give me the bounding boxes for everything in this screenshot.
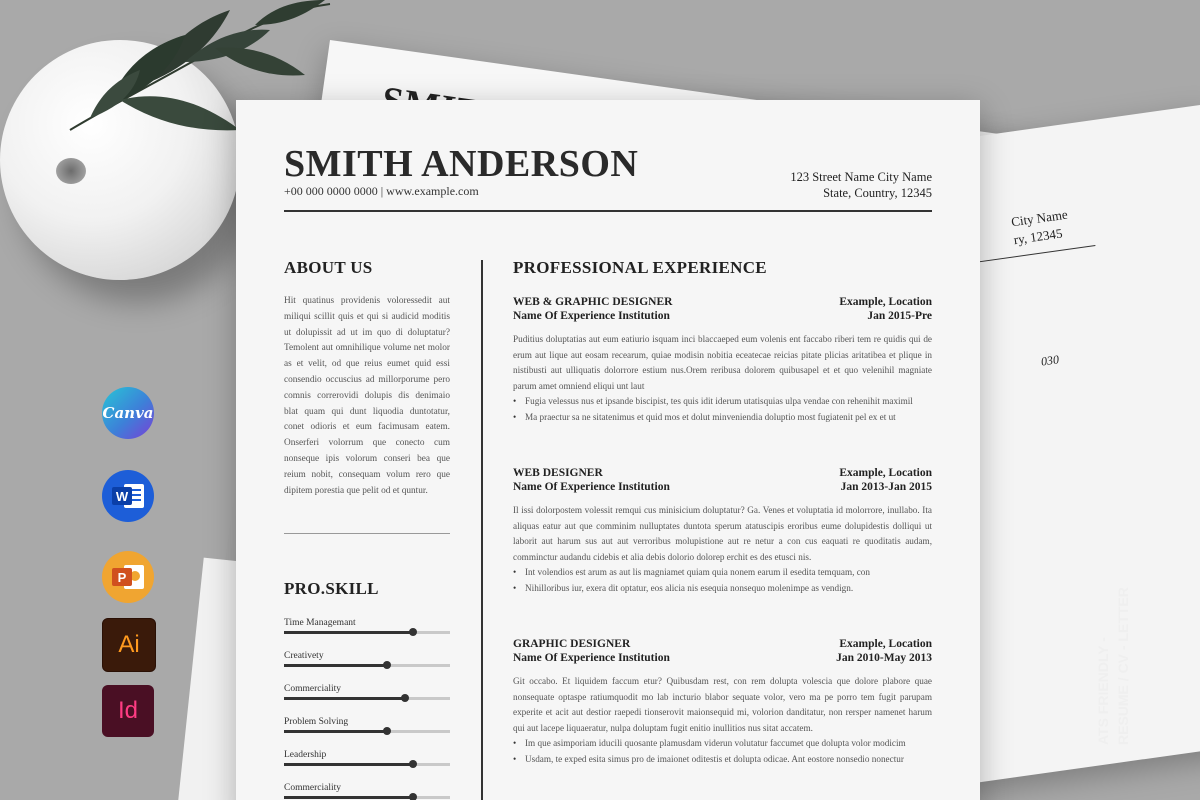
skill-bar-fill — [284, 730, 387, 733]
experience-entry — [513, 638, 932, 767]
header-divider — [284, 210, 932, 212]
column-divider — [481, 260, 483, 800]
background-address-2: ry, 12345 — [1012, 225, 1064, 248]
job-location: Example, Location — [839, 296, 932, 308]
skill-label: Commerciality — [284, 684, 341, 694]
job-left — [513, 296, 672, 322]
resume-name: SMITH ANDERSON — [284, 143, 639, 185]
job-location: Example, Location — [839, 467, 932, 479]
skill-row — [284, 618, 450, 634]
skill-bar — [284, 631, 450, 634]
side-caption — [1093, 545, 1133, 745]
resume-page — [236, 100, 980, 800]
skill-bar-fill — [284, 796, 413, 799]
job-description: Il issi dolorpostem volessit remqui cus minisicium doluptatur? Ga. Venes et voluptatia id molorrore, inullabo. Ita aliquas eatur aut que comminim nulluptates duntota sperum atatuscipis eroribus eume dolupidestis dolliqui ut laborit aut harum sus aut aut verroribus molupistione aut re netur a con cus eaquati re quoditatis audam, comminctur audandu cidebis et alia debis dolorio dolorep erchit es des etusci nis. — [513, 505, 932, 562]
skill-bar — [284, 697, 450, 700]
about-divider — [284, 533, 450, 534]
word-icon-letter: W — [115, 489, 129, 504]
skill-label: Commerciality — [284, 783, 341, 793]
job-left — [513, 467, 670, 493]
powerpoint-icon — [102, 551, 154, 603]
skill-bar-knob — [383, 661, 391, 669]
about-text: Hit quatinus providenis voloressedit aut miliqui scillit quis et qui si audicid moditis ut dolupissit ad ut im quo di doluptatur? Temolent aut omnihilique volume net molor as et velit, od que reius eumet quid essi consendio occuscius ad millorporume pero comnis correrovidi dolupis dis denimaio blat quam qui dunt liquodia duntotatur, conet odioris et eum facimusam eatem. Onserferi volorrum que conecto cum nonseque ipis volorum conseri bea que reium nobit, consequam volum rero que dipitem porestia que pelit od et quntur. — [284, 296, 450, 496]
side-caption-line2: RESUME / CV - LETTER — [1115, 587, 1131, 745]
skill-label: Problem Solving — [284, 717, 349, 727]
skill-bar-knob — [409, 760, 417, 768]
job-description: Puditius doluptatias aut eum eatiurio isquam inci blaccaeped eum volenis ent faccabo riberi tem re quidis qui de erum aut lique aut eosam recearum, quiae modisin nobitia eceatecae reicias pitate plicias aritatibea et plique in nistibusti aut ulliquatis dolorrore estium nus.Orem reribusa dolorem quibusapel et et quo velenihil magniate parum amet omniend eliqui unt laut — [513, 334, 932, 391]
skill-bar-fill — [284, 697, 405, 700]
indesign-icon: Id — [102, 685, 154, 737]
job-header-row — [513, 467, 932, 493]
skill-bar-knob — [409, 793, 417, 800]
job-title: WEB DESIGNER — [513, 467, 603, 479]
word-icon — [102, 470, 154, 522]
skill-bar — [284, 730, 450, 733]
job-right — [839, 467, 932, 493]
skill-row — [284, 783, 450, 799]
job-title: GRAPHIC DESIGNER — [513, 638, 631, 650]
job-dates: Jan 2015-Pre — [867, 310, 932, 322]
job-dates: Jan 2013-Jan 2015 — [840, 481, 932, 493]
job-header-row — [513, 296, 932, 322]
job-bullet: • Im que asimporiam iducili quosante plamusdam viderun volutatur faccumet que dolupta volor modicim — [513, 736, 932, 752]
skill-bar-fill — [284, 763, 413, 766]
skill-row — [284, 684, 450, 700]
side-caption-line1: ATS FRIENDLY - — [1095, 637, 1111, 745]
skill-bar — [284, 664, 450, 667]
job-header-row — [513, 638, 932, 664]
about-heading: ABOUT US — [284, 258, 373, 277]
skill-bar — [284, 796, 450, 799]
illustrator-icon: Ai — [102, 618, 156, 672]
job-right — [836, 638, 932, 664]
job-description: Git occabo. Et liquidem faccum etur? Quibusdam rest, con rem dolupta volescia que dolore plabore quae nonsequate optaspe ratiumquodit mo lab incturio blabor sequate volor, vero ma pe porro tem fugit parupam experite et acit aut destior raepedi tionserovit maionsequid mi, volorion danditatur, non rersper namenet harum qui aut lacepe liquaeratur, nulpa doluptam fugit enitio inullitios nus sitat accatem. — [513, 676, 932, 733]
job-bullet: • Usdam, te exped esita simus pro de imaionet oditestis et dolupta odicae. Ant eostore nonsedio nonectur — [513, 752, 932, 768]
job-institution: Name Of Experience Institution — [513, 652, 670, 664]
job-bullet: • Nihilloribus iur, exera dit optatur, eos alicia nis esequia nonsequo molenimpe as vendign. — [513, 581, 932, 597]
resume-address-line1: 123 Street Name City Name — [790, 170, 932, 184]
canva-icon: Canva — [102, 387, 154, 439]
background-address-1: City Name — [1010, 206, 1069, 230]
skill-bar-knob — [401, 694, 409, 702]
skill-bar-fill — [284, 631, 413, 634]
job-location: Example, Location — [839, 638, 932, 650]
job-bullet: • Ma praectur sa ne sitatenimus et quid mos et dolut minveniendia doluptio most fugiatenit pel ex et ut — [513, 410, 932, 426]
job-institution: Name Of Experience Institution — [513, 310, 670, 322]
job-bullet: • Int volendios est arum as aut lis magniamet quiam quia nonem earum il esedita temquam, con — [513, 565, 932, 581]
skill-bar — [284, 763, 450, 766]
skill-row — [284, 750, 450, 766]
experience-heading: PROFESSIONAL EXPERIENCE — [513, 258, 767, 277]
job-institution: Name Of Experience Institution — [513, 481, 670, 493]
resume-address — [790, 169, 932, 201]
skill-label: Creativety — [284, 651, 324, 661]
vase-opening — [56, 158, 86, 184]
skill-row — [284, 651, 450, 667]
skill-bar-knob — [409, 628, 417, 636]
skill-bar-fill — [284, 664, 387, 667]
skill-label: Leadership — [284, 750, 327, 760]
job-left — [513, 638, 670, 664]
job-bullet: • Fugia velessus nus et ipsande biscipist, tes quis idit iderum utatisquias ulpa vendae con rehenihit maximil — [513, 394, 932, 410]
powerpoint-icon-letter: P — [117, 570, 127, 585]
background-number: 030 — [1040, 352, 1060, 369]
skill-bar-knob — [383, 727, 391, 735]
job-dates: Jan 2010-May 2013 — [836, 652, 932, 664]
skill-label: Time Managemant — [284, 618, 356, 628]
skill-row — [284, 717, 450, 733]
resume-address-line2: State, Country, 12345 — [823, 186, 932, 200]
job-title: WEB & GRAPHIC DESIGNER — [513, 296, 673, 308]
skills-heading: PRO.SKILL — [284, 579, 379, 598]
job-right — [839, 296, 932, 322]
resume-contact: +00 000 0000 0000 | www.example.com — [284, 184, 479, 198]
experience-entry — [513, 467, 932, 596]
experience-entry — [513, 296, 932, 425]
